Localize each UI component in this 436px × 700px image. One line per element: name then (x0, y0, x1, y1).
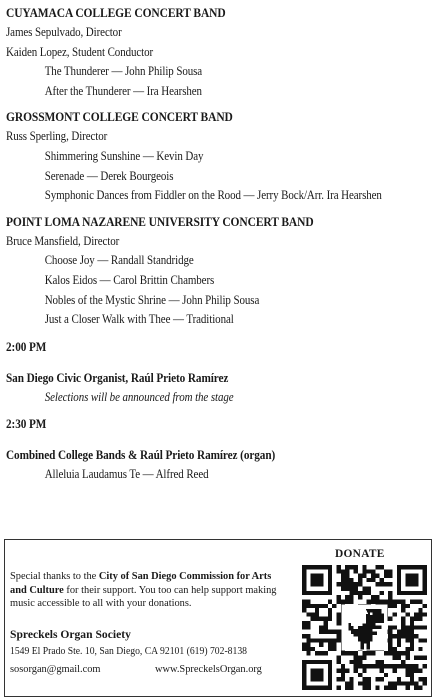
section-title: CUYAMACA COLLEGE CONCERT BAND (6, 6, 226, 20)
conductor-line: Kaiden Lopez, Student Conductor (6, 44, 154, 59)
director-line: Russ Sperling, Director (6, 129, 108, 144)
selections-note: Selections will be announced from the stage (44, 389, 234, 404)
org-address: 1549 El Prado Ste. 10, San Diego, CA 92101 (619) 702-8138 (10, 646, 248, 657)
program-listing (6, 4, 432, 485)
donate-label: DONATE (335, 548, 385, 560)
section-title: GROSSMONT COLLEGE CONCERT BAND (6, 110, 233, 125)
piece-line: Alleluia Laudamus Te — Alfred Reed (44, 467, 209, 482)
piece-line: Symphonic Dances from Fiddler on the Rood — Jerry Bock/Arr. Ira Hearshen (44, 188, 382, 203)
dinosaur-icon (342, 605, 388, 651)
time-slot-230: 2:30 PM (6, 417, 47, 432)
piece-line: Choose Joy — Randall Standridge (44, 253, 194, 268)
performer-organist: San Diego Civic Organist, Raúl Prieto Ramírez (6, 370, 229, 385)
performer-combined: Combined College Bands & Raúl Prieto Ramírez (organ) (6, 448, 276, 463)
org-name: Spreckels Organ Society (10, 628, 131, 641)
section-grossmont (6, 108, 432, 205)
org-website[interactable]: www.SpreckelsOrgan.org (155, 664, 262, 675)
donate-qr-code[interactable] (302, 565, 427, 690)
piece-line: Just a Closer Walk with Thee — Traditional (44, 312, 234, 327)
section-point-loma (6, 213, 432, 330)
director-line: James Sepulvado, Director (6, 25, 122, 39)
piece-line: Shimmering Sunshine — Kevin Day (44, 148, 204, 163)
section-cuyamaca (6, 4, 432, 101)
piece-line: After the Thunderer — Ira Hearshen (44, 83, 202, 98)
thanks-pre: Special thanks to the (10, 571, 99, 582)
time-slot-200: 2:00 PM (6, 339, 47, 354)
thanks-post: for their support. You too can help support making music accessible to all with your donations. (10, 584, 277, 609)
piece-line: Nobles of the Mystic Shrine — John Philip Sousa (44, 292, 260, 307)
thanks-org: City of San Diego Commission for Arts and Culture (10, 571, 272, 596)
piece-line: Serenade — Derek Bourgeois (44, 168, 174, 183)
donation-footer (4, 539, 432, 697)
thanks-text (10, 570, 290, 611)
director-line: Bruce Mansfield, Director (6, 233, 120, 248)
section-title: POINT LOMA NAZARENE UNIVERSITY CONCERT BAND (6, 214, 314, 229)
piece-line: The Thunderer — John Philip Sousa (44, 64, 203, 79)
org-email[interactable]: sosorgan@gmail.com (10, 664, 101, 675)
piece-line: Kalos Eidos — Carol Brittin Chambers (44, 272, 215, 287)
